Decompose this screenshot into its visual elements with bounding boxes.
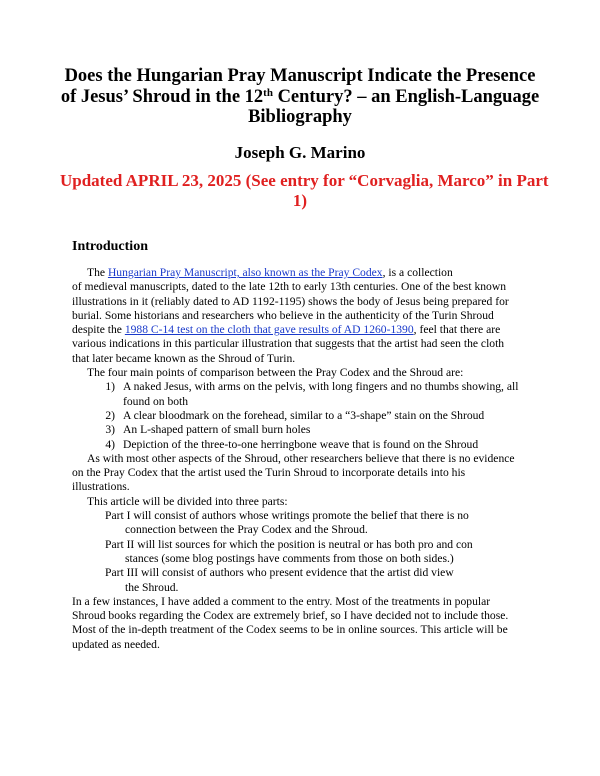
paragraph-5-line-3: Most of the in-depth treatment of the Codex seems to be in online sources. This article will be	[72, 623, 508, 637]
introduction-body	[72, 266, 532, 652]
paragraph-3-line-3: illustrations.	[72, 480, 130, 494]
list-item: 3) An L-shaped pattern of small burn holes	[105, 423, 311, 437]
document-title	[60, 66, 540, 128]
paragraph-4: This article will be divided into three parts:	[87, 494, 288, 508]
part-3-line-1: Part III will consist of authors who present evidence that the artist did view	[105, 566, 454, 580]
paragraph-2: The four main points of comparison between the Pray Codex and the Shroud are:	[87, 366, 464, 380]
paragraph-1-line-7: that later became known as the Shroud of Turin.	[72, 351, 296, 365]
paragraph-1-line-4: burial. Some historians and researchers who believe in the authenticity of the Turin Shroud	[72, 308, 494, 322]
paragraph-1-line-1: The Hungarian Pray Manuscript, also known as the Pray Codex, is a collection	[87, 266, 453, 279]
part-1-line-1: Part I will consist of authors whose writings promote the belief that there is no	[105, 509, 469, 523]
paragraph-3-line-2: on the Pray Codex that the artist used the Turin Shroud to incorporate details into his	[72, 466, 466, 480]
updated-line-2: 1)	[292, 191, 308, 210]
list-item: 4) Depiction of the three-to-one herringbone weave that is found on the Shroud	[105, 437, 479, 451]
part-2-line-1: Part II will list sources for which the position is neutral or has both pro and con	[105, 537, 473, 551]
updated-notice	[60, 171, 549, 211]
paragraph-5-line-4: updated as needed.	[72, 637, 160, 651]
paragraph-5-line-2: Shroud books regarding the Codex are extremely brief, so I have decided not to include those.	[72, 609, 509, 623]
author-name: Joseph G. Marino	[234, 143, 366, 162]
paragraph-1-line-2: of medieval manuscripts, dated to the late 12th to early 13th centuries. One of the best known	[72, 280, 507, 294]
paragraph-5-line-1: In a few instances, I have added a comment to the entry. Most of the treatments in popular	[72, 594, 491, 608]
part-3-line-2: the Shroud.	[125, 580, 179, 594]
list-item: 1) A naked Jesus, with arms on the pelvis, with long fingers and no thumbs showing, all	[105, 380, 519, 394]
paragraph-1-line-3: illustrations in it (reliably dated to AD 1192-1195) shows the body of Jesus being prepared for	[72, 294, 509, 308]
part-1-line-2: connection between the Pray Codex and the Shroud.	[125, 523, 368, 537]
pray-manuscript-link[interactable]: Hungarian Pray Manuscript, also known as the Pray Codex	[107, 266, 383, 279]
updated-line-1: Updated APRIL 23, 2025 (See entry for “Corvaglia, Marco” in Part	[60, 171, 549, 190]
title-line-3: Bibliography	[248, 107, 352, 127]
list-item: 2) A clear bloodmark on the forehead, similar to a “3-shape” stain on the Shroud	[105, 408, 485, 422]
title-line-1: Does the Hungarian Pray Manuscript Indicate the Presence	[64, 66, 536, 86]
list-item-continuation: found on both	[123, 394, 189, 408]
paragraph-1-line-6: various indications in this particular illustration that suggests that the artist had seen the cloth	[72, 337, 505, 351]
c14-test-link[interactable]: 1988 C-14 test on the cloth that gave results of AD 1260-1390	[124, 323, 414, 337]
introduction-heading: Introduction	[72, 239, 148, 254]
title-line-2: of Jesus’ Shroud in the 12th Century? – an English-Language	[60, 86, 540, 107]
paragraph-3-line-1: As with most other aspects of the Shroud, other researchers believe that there is no evidence	[87, 451, 515, 465]
part-2-line-2: stances (some blog postings have comments from those on both sides.)	[125, 551, 454, 565]
paragraph-1-line-5: despite the 1988 C-14 test on the cloth that gave results of AD 1260-1390, feel that there are	[72, 323, 501, 337]
